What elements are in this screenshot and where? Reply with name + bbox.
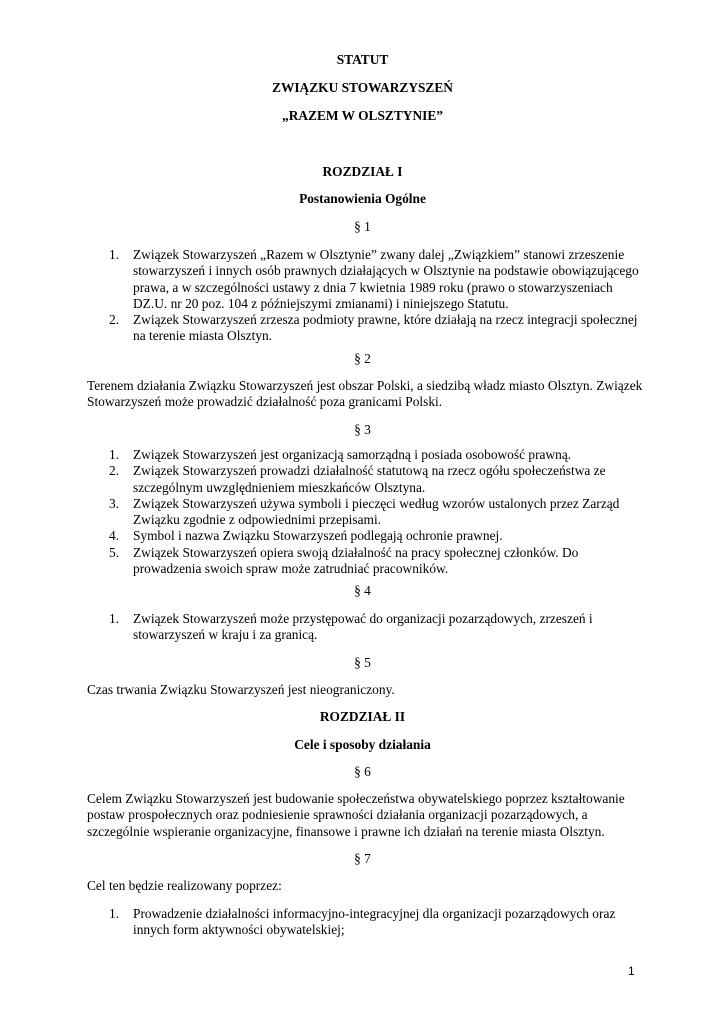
list-item xyxy=(87,312,647,345)
section-4-list xyxy=(87,611,647,644)
list-item-text: Prowadzenie działalności informacyjno-integracyjnej dla organizacji pozarządowych oraz innych form aktywności obywatelskiej; xyxy=(133,906,616,938)
section-mark-6: § 6 xyxy=(354,764,371,779)
list-number: 3. xyxy=(109,495,120,511)
title-organization-name: „RAZEM W OLSZTYNIE” xyxy=(282,108,443,123)
list-item xyxy=(87,906,647,939)
list-item-text: Związek Stowarzyszeń może przystępować do organizacji pozarządowych, zrzeszeń i stowarzyszeń w kraju i za granicą. xyxy=(133,611,593,643)
list-number: 1. xyxy=(109,447,120,462)
list-item xyxy=(87,611,647,644)
list-number: 2. xyxy=(109,463,120,479)
section-7-intro: Cel ten będzie realizowany poprzez: xyxy=(87,878,282,893)
list-item-text: Symbol i nazwa Związku Stowarzyszeń podlegają ochronie prawnej. xyxy=(133,528,503,544)
section-6-text: Celem Związku Stowarzyszeń jest budowanie społeczeństwa obywatelskiego poprzez kształtowanie postaw prospołecznych oraz podniesienie sprawności działania organizacji pozarządowych, a szczególnie wspieranie organizacyjne, finansowe i prawne ich działań na terenie miasta Olsztyn. xyxy=(87,791,625,839)
section-1-list xyxy=(87,247,647,345)
list-item-text: Związek Stowarzyszeń używa symboli i pieczęci według wzorów ustalonych przez Zarząd Związku zgodnie z odpowiednimi przepisami. xyxy=(133,495,620,528)
section-mark-3: § 3 xyxy=(354,422,371,437)
chapter-2-subtitle: Cele i sposoby działania xyxy=(294,737,431,752)
list-number: 1. xyxy=(109,611,120,626)
list-item xyxy=(87,463,647,496)
chapter-1-title: ROZDZIAŁ I xyxy=(322,164,403,179)
list-item-text: Związek Stowarzyszeń jest organizacją samorządną i posiada osobowość prawną. xyxy=(133,447,572,462)
list-item xyxy=(87,447,647,463)
list-number: 5. xyxy=(109,544,120,560)
section-mark-2: § 2 xyxy=(354,351,371,366)
list-number: 1. xyxy=(109,247,120,262)
section-7-list xyxy=(87,906,647,939)
section-3-list xyxy=(87,447,647,577)
title-organization: ZWIĄZKU STOWARZYSZEŃ xyxy=(272,80,453,95)
section-mark-1: § 1 xyxy=(354,219,371,234)
list-item xyxy=(87,545,647,578)
list-item xyxy=(87,528,647,544)
section-mark-5: § 5 xyxy=(354,655,371,670)
list-item-text: Związek Stowarzyszeń prowadzi działalność statutową na rzecz ogółu społeczeństwa ze szczególnym uwzględnieniem mieszkańców Olsztyna. xyxy=(133,463,606,495)
list-item-text: Związek Stowarzyszeń zrzesza podmioty prawne, które działają na rzecz integracji społecznej na terenie miasta Olsztyn. xyxy=(133,312,638,344)
list-number: 1. xyxy=(109,906,120,921)
chapter-2-title: ROZDZIAŁ II xyxy=(319,709,406,724)
list-item-text: Związek Stowarzyszeń „Razem w Olsztynie” zwany dalej „Związkiem” stanowi zrzeszenie stowarzyszeń i innych osób prawnych działających w Olsztynie na podstawie obowiązującego prawa, a w szczególności ustawy z dnia 7 kwietnia 1989 roku (prawo o stowarzyszeniach DZ.U. nr 20 poz. 104 z późniejszymi zmianami) i niniejszego Statutu. xyxy=(133,247,639,311)
list-item-text: Związek Stowarzyszeń opiera swoją działalność na pracy społecznej członków. Do prowadzenia swoich spraw może zatrudniać pracowników. xyxy=(133,544,579,577)
section-mark-7: § 7 xyxy=(354,851,371,866)
list-item xyxy=(87,496,647,529)
title-statut: STATUT xyxy=(336,52,389,67)
list-item xyxy=(87,247,647,312)
section-2-text: Terenem działania Związku Stowarzyszeń jest obszar Polski, a siedzibą władz miasto Olsztyn. Związek Stowarzyszeń może prowadzić działalność poza granicami Polski. xyxy=(87,378,643,410)
section-mark-4: § 4 xyxy=(354,583,371,598)
list-number: 4. xyxy=(109,528,120,544)
page-number: 1 xyxy=(628,964,635,978)
chapter-1-subtitle: Postanowienia Ogólne xyxy=(299,191,426,206)
section-5-text: Czas trwania Związku Stowarzyszeń jest nieograniczony. xyxy=(87,682,395,697)
list-number: 2. xyxy=(109,312,120,328)
